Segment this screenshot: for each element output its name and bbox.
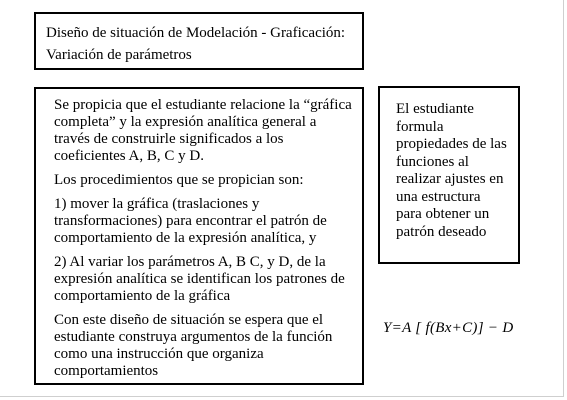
- general-formula: Y=A [ f(Bx+C)] − D: [383, 320, 514, 336]
- description-box: [34, 87, 364, 385]
- student-outcome-box: [378, 86, 520, 264]
- title-box: [34, 12, 364, 70]
- paragraph-procedure-2: 2) Al variar los parámetros A, B C, y D, de la expresión analítica se identifican los patrones de comportamiento de la gráfica: [54, 254, 345, 304]
- paragraph-expectation: Con este diseño de situación se espera que el estudiante construya argumentos de la función como una instrucción que organiza comportamientos: [54, 312, 333, 379]
- paragraph-procedures-heading: Los procedimientos que se propician son:: [54, 172, 304, 188]
- student-outcome-text: El estudiante formula propiedades de las funciones al realizar ajustes en una estructura para obtener un patrón deseado: [396, 101, 507, 240]
- paragraph-procedure-1: 1) mover la gráfica (traslaciones y transformaciones) para encontrar el patrón de comportamiento de la expresión analítica, y: [54, 196, 327, 246]
- paragraph-intro: Se propicia que el estudiante relacione la “gráfica completa” y la expresión analítica general a través de construirle significados a los coeficientes A, B, C y D.: [54, 97, 352, 164]
- title-line-2: Variación de parámetros: [46, 47, 192, 63]
- title-line-1: Diseño de situación de Modelación - Graficación:: [46, 25, 346, 41]
